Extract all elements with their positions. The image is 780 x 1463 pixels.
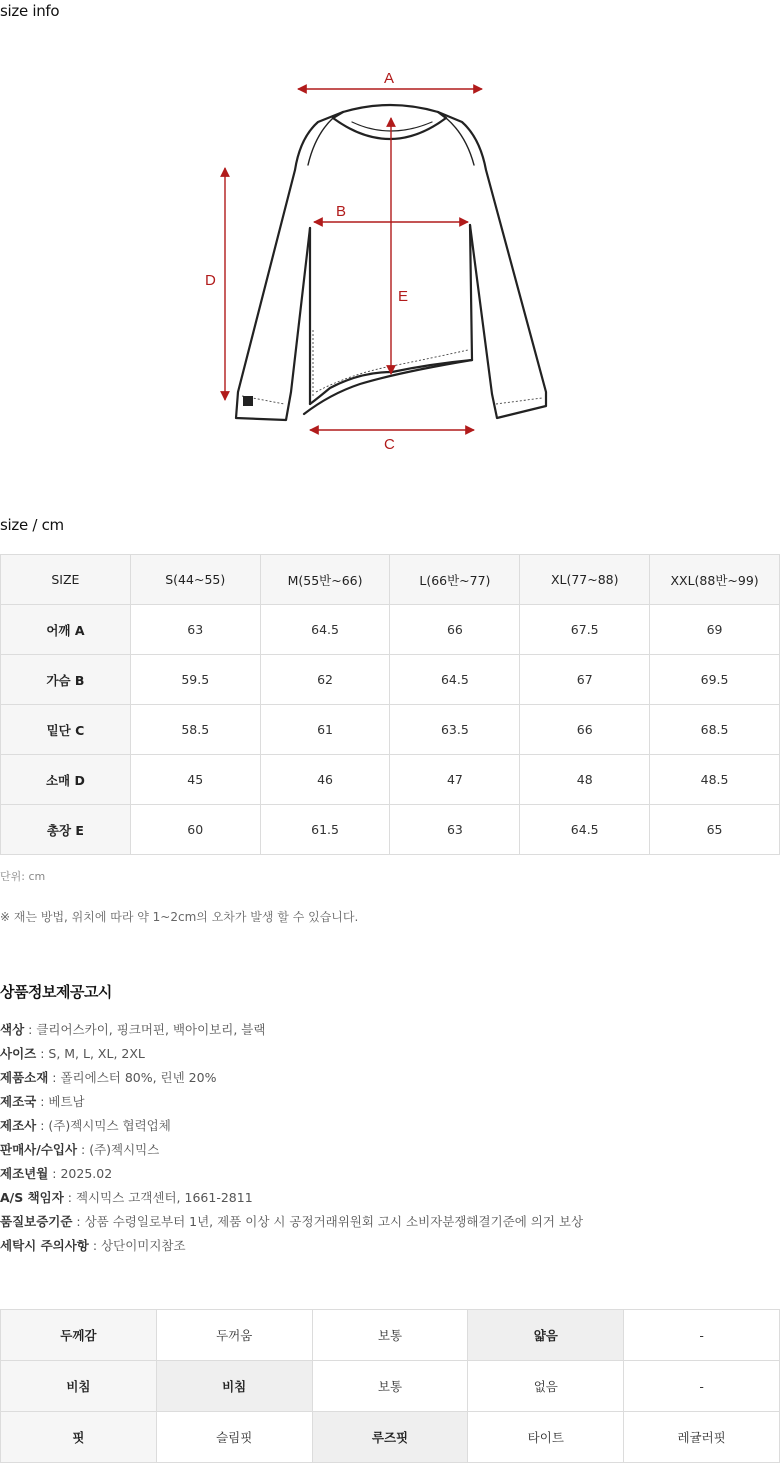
table-row	[1, 755, 780, 805]
size-table	[0, 554, 780, 855]
table-row	[1, 1361, 780, 1412]
label-a: A	[384, 70, 395, 87]
table-cell: 66	[390, 605, 520, 655]
option-cell: 슬림핏	[156, 1412, 312, 1463]
info-value: : (주)젝시믹스	[77, 1142, 160, 1157]
list-item	[0, 1116, 583, 1140]
size-cm-title: size / cm	[0, 516, 64, 534]
table-cell: 63	[390, 805, 520, 855]
info-key: 사이즈	[0, 1046, 37, 1061]
product-notice-title: 상품정보제공고시	[0, 983, 112, 1001]
list-item	[0, 1068, 583, 1092]
info-value: : 폴리에스터 80%, 린넨 20%	[48, 1070, 217, 1085]
info-key: 제조국	[0, 1094, 37, 1109]
table-row	[1, 1412, 780, 1463]
table-row	[1, 655, 780, 705]
option-cell: 보통	[312, 1361, 468, 1412]
table-cell: 63	[130, 605, 260, 655]
table-cell: 48.5	[650, 755, 780, 805]
header-cell: S(44~55)	[130, 555, 260, 605]
option-cell-selected: 얇음	[468, 1310, 624, 1361]
info-value: : 베트남	[36, 1094, 85, 1109]
list-item	[0, 1044, 583, 1068]
info-value: : 2025.02	[48, 1166, 113, 1181]
option-cell: 레귤러핏	[624, 1412, 780, 1463]
row-label: 핏	[1, 1412, 157, 1463]
option-cell: 보통	[312, 1310, 468, 1361]
product-info-list	[0, 1020, 583, 1260]
table-cell: 66	[520, 705, 650, 755]
info-value: : 클리어스카이, 핑크머핀, 백아이보리, 블랙	[24, 1022, 266, 1037]
label-e: E	[398, 288, 409, 305]
header-cell: L(66반~77)	[390, 555, 520, 605]
size-info-title: size info	[0, 2, 60, 20]
table-cell: 58.5	[130, 705, 260, 755]
label-c: C	[384, 436, 395, 453]
info-value: : 상품 수령일로부터 1년, 제품 이상 시 공정거래위원회 고시 소비자분쟁해결기준에 의거 보상	[72, 1214, 584, 1229]
table-cell: 60	[130, 805, 260, 855]
info-key: 색상	[0, 1022, 25, 1037]
unit-note: 단위: cm	[0, 870, 46, 883]
info-key: 제조사	[0, 1118, 37, 1133]
label-d: D	[205, 272, 216, 289]
option-cell: -	[624, 1361, 780, 1412]
info-key: 세탁시 주의사항	[0, 1238, 89, 1253]
table-cell: 69.5	[650, 655, 780, 705]
row-label: 두께감	[1, 1310, 157, 1361]
info-key: A/S 책임자	[0, 1190, 64, 1205]
table-cell: 69	[650, 605, 780, 655]
info-key: 판매사/수입사	[0, 1142, 78, 1157]
option-cell-selected: 루즈핏	[312, 1412, 468, 1463]
table-cell: 64.5	[260, 605, 390, 655]
list-item	[0, 1140, 583, 1164]
table-cell: 64.5	[520, 805, 650, 855]
header-cell: M(55반~66)	[260, 555, 390, 605]
info-value: : 젝시믹스 고객센터, 1661-2811	[63, 1190, 253, 1205]
garment-measurement-diagram	[190, 60, 590, 460]
row-label: 비침	[1, 1361, 157, 1412]
table-cell: 59.5	[130, 655, 260, 705]
list-item	[0, 1020, 583, 1044]
table-cell: 62	[260, 655, 390, 705]
table-cell: 64.5	[390, 655, 520, 705]
table-cell: 61.5	[260, 805, 390, 855]
list-item	[0, 1092, 583, 1116]
size-table-header	[1, 555, 780, 605]
option-cell-selected: 비침	[156, 1361, 312, 1412]
info-key: 제품소재	[0, 1070, 49, 1085]
table-row	[1, 805, 780, 855]
table-cell: 67	[520, 655, 650, 705]
row-label: 소매 D	[1, 755, 131, 805]
option-cell: -	[624, 1310, 780, 1361]
table-cell: 65	[650, 805, 780, 855]
measurement-error-note: ※ 재는 방법, 위치에 따라 약 1~2cm의 오차가 발생 할 수 있습니다.	[0, 910, 359, 924]
table-cell: 67.5	[520, 605, 650, 655]
table-cell: 47	[390, 755, 520, 805]
fabric-feel-table	[0, 1309, 780, 1463]
row-label: 총장 E	[1, 805, 131, 855]
info-value: : S, M, L, XL, 2XL	[36, 1046, 145, 1061]
list-item	[0, 1164, 583, 1188]
table-cell: 68.5	[650, 705, 780, 755]
table-row	[1, 605, 780, 655]
table-row	[1, 705, 780, 755]
info-key: 품질보증기준	[0, 1214, 73, 1229]
info-value: : (주)젝시믹스 협력업체	[36, 1118, 171, 1133]
info-key: 제조년월	[0, 1166, 49, 1181]
option-cell: 두꺼움	[156, 1310, 312, 1361]
table-cell: 48	[520, 755, 650, 805]
row-label: 가슴 B	[1, 655, 131, 705]
header-cell: XL(77~88)	[520, 555, 650, 605]
label-b: B	[336, 203, 347, 220]
option-cell: 없음	[468, 1361, 624, 1412]
header-cell: SIZE	[1, 555, 131, 605]
table-cell: 45	[130, 755, 260, 805]
list-item	[0, 1188, 583, 1212]
list-item	[0, 1212, 583, 1236]
row-label: 어깨 A	[1, 605, 131, 655]
list-item	[0, 1236, 583, 1260]
info-value: : 상단이미지참조	[88, 1238, 186, 1253]
table-cell: 63.5	[390, 705, 520, 755]
table-cell: 61	[260, 705, 390, 755]
table-cell: 46	[260, 755, 390, 805]
table-row	[1, 1310, 780, 1361]
row-label: 밑단 C	[1, 705, 131, 755]
header-cell: XXL(88반~99)	[650, 555, 780, 605]
option-cell: 타이트	[468, 1412, 624, 1463]
